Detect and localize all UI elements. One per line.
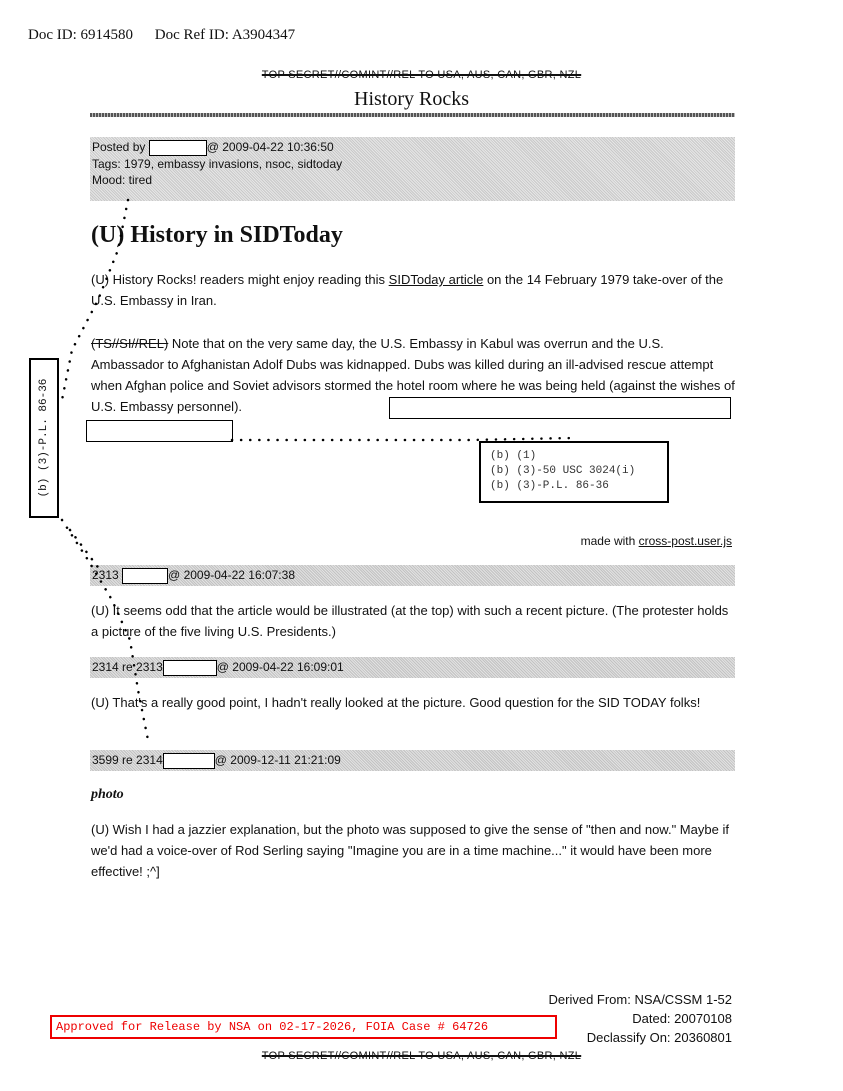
doc-id: Doc ID: 6914580 [28, 27, 133, 43]
exemption-line: (b) (3)-P.L. 86-36 [490, 480, 609, 492]
redaction-box [163, 753, 215, 769]
para2-text: Note that on the very same day, the U.S. Embassy in Kabul was overrun and the U.S. Ambassador to Afghanistan Adolf Dubs was kidnapped. Dubs was killed during an ill-advised rescue attempt when Afghan police and Soviet advisors stormed the hotel room where he was being held (against the wishes of U.S. Embassy personnel). [91, 336, 735, 414]
comment-timestamp: @ 2009-04-22 16:07:38 [168, 568, 295, 582]
classification-banner-top: TOP SECRET//COMINT//REL TO USA, AUS, CAN, GBR, NZL [261, 69, 582, 81]
comment-id: 2314 [92, 660, 119, 674]
sidtoday-article-link[interactable]: SIDToday article [388, 272, 484, 287]
comment-subject: photo [91, 787, 124, 802]
approved-for-release-stamp: Approved for Release by NSA on 02-17-2026, FOIA Case # 64726 [50, 1015, 557, 1039]
comment-id: 2313 [92, 568, 119, 582]
document-id-line [28, 27, 313, 44]
posted-by-label: Posted by [92, 140, 146, 154]
cross-post-link[interactable]: cross-post.user.js [638, 534, 732, 548]
comment-text: (U) Wish I had a jazzier explanation, but the photo was supposed to give the sense of "then and now." Maybe if we'd had a voice-over of Rod Serling saying "Imagine you are in a time machine..." it would have been more effective! ;^] [91, 822, 729, 879]
para1-text-before: (U) History Rocks! readers might enjoy reading this [91, 272, 389, 287]
post-paragraph-1 [91, 269, 739, 311]
comment-header-bar [90, 657, 735, 678]
comment-timestamp: @ 2009-12-11 21:21:09 [214, 753, 341, 767]
comment-text: (U) That's a really good point, I hadn't really looked at the picture. Good question for the SID TODAY folks! [91, 695, 701, 710]
post-mood: Mood: tired [92, 172, 153, 187]
posted-by-line [92, 139, 735, 156]
made-with-label: made with [580, 534, 639, 548]
post-tags: Tags: 1979, embassy invasions, nsoc, sidtoday [92, 156, 343, 171]
comment-timestamp: @ 2009-04-22 16:09:01 [216, 660, 344, 674]
redaction-box [86, 420, 233, 442]
comment-header-bar [90, 750, 735, 771]
post-meta-box [90, 137, 735, 201]
classification-banner-bottom: TOP SECRET//COMINT//REL TO USA, AUS, CAN, GBR, NZL [261, 1050, 582, 1062]
comment-id: 3599 [92, 753, 119, 767]
doc-ref-id: Doc Ref ID: A3904347 [154, 27, 296, 43]
comment-reply-to: re 2314 [122, 753, 163, 767]
comment-text: (U) It seems odd that the article would be illustrated (at the top) with such a recent picture. (The protester holds a picture of the five living U.S. Presidents.) [91, 603, 729, 639]
classification-marking: (TS//SI//REL) [91, 336, 169, 351]
comment-reply-to: re 2313 [122, 660, 163, 674]
dated: Dated: 20070108 [632, 1011, 732, 1026]
derived-from: Derived From: NSA/CSSM 1-52 [548, 992, 732, 1007]
side-exemption-label: (b) (3)-P.L. 86-36 [38, 378, 50, 498]
page-title: History Rocks [354, 88, 469, 110]
declassify-on: Declassify On: 20360801 [586, 1030, 732, 1045]
redaction-box [163, 660, 217, 676]
comment-header-bar [90, 565, 735, 586]
post-timestamp: @ 2009-04-22 10:36:50 [206, 140, 334, 154]
title-divider [90, 113, 735, 117]
para1-text-after: on the 14 February 1979 take-over of the U.S. Embassy in Iran. [91, 272, 724, 308]
exemption-line: (b) (1) [490, 450, 537, 462]
made-with-note [581, 534, 732, 548]
exemption-line: (b) (3)-50 USC 3024(i) [490, 465, 636, 477]
exemption-box [479, 441, 669, 503]
redaction-box [122, 568, 168, 584]
post-heading: (U) History in SIDToday [91, 222, 343, 248]
redaction-box [149, 140, 207, 156]
redaction-box [389, 397, 731, 419]
side-exemption-box [29, 358, 59, 518]
